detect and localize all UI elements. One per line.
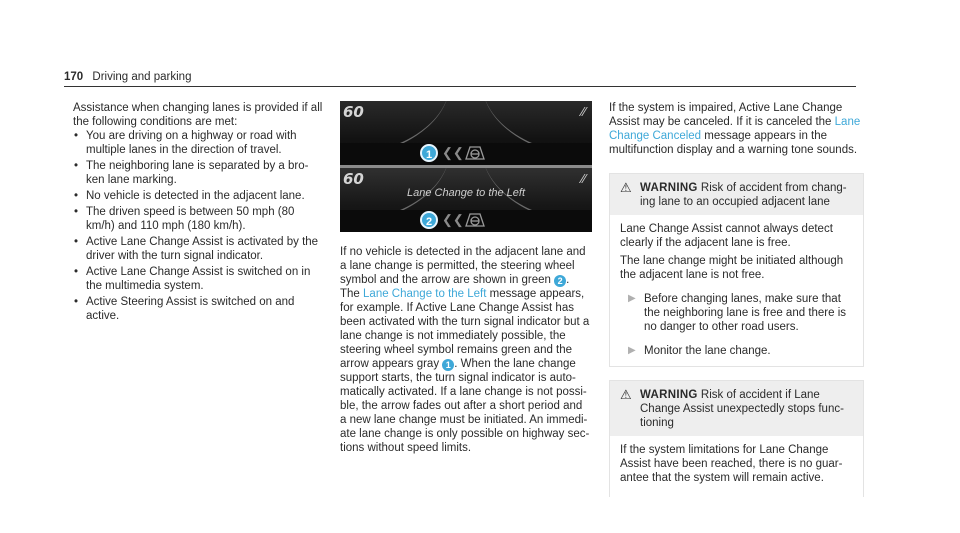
left-arrow-icon: ❮❮ <box>442 145 464 160</box>
step-arrow-icon: ▶ <box>628 293 636 304</box>
warning-triangle-icon: ⚠ <box>620 180 632 195</box>
page-number: 170 <box>64 71 84 83</box>
warning-label: WARNING <box>640 389 698 401</box>
page-header <box>64 70 191 84</box>
warning-title: Risk of accident from chang-ing lane to an occupied adjacent lane <box>640 182 847 208</box>
cluster-panel-top <box>340 101 592 165</box>
cluster-panel-bottom <box>340 168 592 232</box>
speed-readout: 60 <box>343 170 364 188</box>
warning-text: Lane Change Assist cannot always detect clearly if the adjacent lane is free. <box>620 223 833 249</box>
warning-header <box>610 174 863 215</box>
column-middle <box>340 101 590 455</box>
warning-triangle-icon: ⚠ <box>620 387 632 402</box>
display-message-lane-change-canceled: Lane Change Canceled <box>609 116 861 142</box>
instrument-cluster-illustration <box>340 101 592 232</box>
warning-header <box>610 381 863 436</box>
warning-text: If the system limitations for Lane Change Assist have been reached, there is no guar-antee that the system will remain active. <box>620 444 843 484</box>
callout-marker-2: 2 <box>420 211 438 229</box>
left-arrow-icon: ❮❮ <box>442 212 464 227</box>
warning-box <box>609 380 864 497</box>
step-arrow-icon: ▶ <box>628 345 636 356</box>
warning-title: Risk of accident if Lane Change Assist unexpectedly stops func-tioning <box>640 389 844 429</box>
warning-label: WARNING <box>640 182 698 194</box>
steering-wheel-icon <box>464 145 486 161</box>
list-item: • No vehicle is detected in the adjacent lane. <box>73 189 323 203</box>
list-item: • You are driving on a highway or road with multiple lanes in the direction of travel. <box>73 129 323 157</box>
paragraph: If the system is impaired, Active Lane Change Assist may be canceled. If it is canceled the Lane Change Canceled message appears in the multifunction display and a warning tone sounds. <box>609 102 861 156</box>
header-rule <box>64 86 856 87</box>
warning-body <box>610 215 863 366</box>
column-left <box>73 101 323 325</box>
steering-wheel-icon <box>464 212 486 228</box>
display-message-lane-change-left: Lane Change to the Left <box>363 288 487 300</box>
conditions-list <box>73 129 323 323</box>
conditions-intro: Assistance when changing lanes is provided if all the following conditions are met: <box>73 102 323 128</box>
list-item: • Active Lane Change Assist is switched on in the multimedia system. <box>73 265 323 293</box>
speed-readout: 60 <box>343 103 364 121</box>
warning-box <box>609 173 864 367</box>
list-item: • The driven speed is between 50 mph (80 km/h) and 110 mph (180 km/h). <box>73 205 323 233</box>
callout-2: 2 <box>554 275 566 287</box>
lane-icon: ∕∕ <box>581 104 586 119</box>
assist-symbol <box>442 145 486 161</box>
callout-1: 1 <box>442 359 454 371</box>
paragraph: If no vehicle is detected in the adjacent lane and a lane change is permitted, the steering wheel symbol and the arrow are shown in green 2 . The Lane Change to the Left message appears, for example. If Active Lane Change Assist has been activated with the turn signal indicator but a lane change is not immediately possible, the steering wheel symbol remains green and the arrow appears gray 1 . When the lane change support starts, the turn signal indicator is auto-matically activated. If a lane change is not possi-ble, the arrow fades out after a short period and a new lane change must be initiated. An immedi-ate lane change is only possible on highway sec-tions without speed limits. <box>340 246 590 454</box>
callout-marker-1: 1 <box>420 144 438 162</box>
list-item: • Active Steering Assist is switched on and active. <box>73 295 323 323</box>
warning-body <box>610 436 863 497</box>
section-title: Driving and parking <box>92 71 192 83</box>
lane-change-message: Lane Change to the Left <box>406 187 526 199</box>
column-right <box>609 101 864 497</box>
warning-text: The lane change might be initiated although the adjacent lane is not free. <box>620 255 844 281</box>
list-item: • The neighboring lane is separated by a bro-ken lane marking. <box>73 159 323 187</box>
assist-symbol <box>442 212 486 228</box>
instruction-step: ▶ Monitor the lane change. <box>620 344 853 358</box>
instruction-step: ▶ Before changing lanes, make sure that the neighboring lane is free and there is no danger to other road users. <box>620 292 853 334</box>
lane-icon: ∕∕ <box>581 171 586 186</box>
list-item: • Active Lane Change Assist is activated by the driver with the turn signal indicator. <box>73 235 323 263</box>
